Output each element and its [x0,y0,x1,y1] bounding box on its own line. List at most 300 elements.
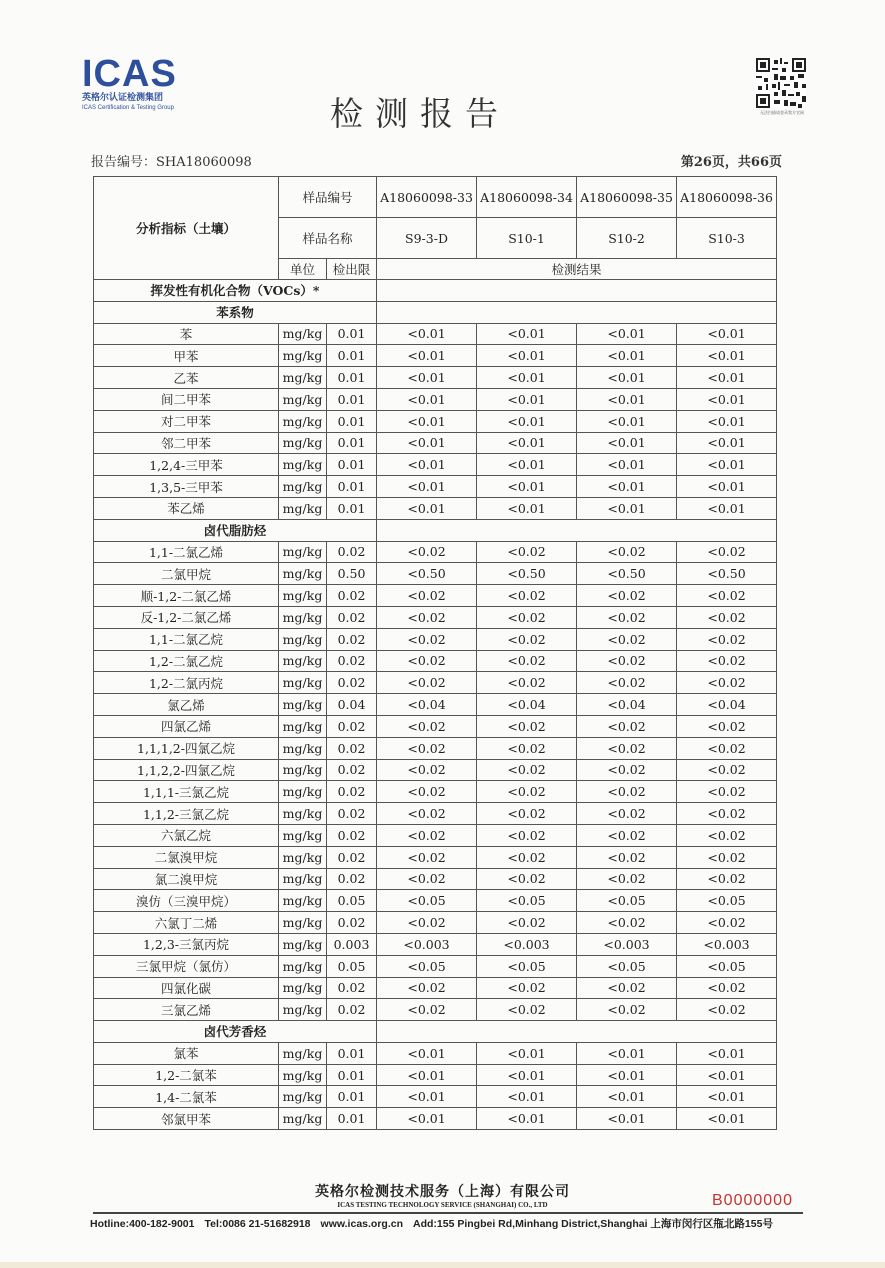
result-cell: <0.01 [577,1042,677,1064]
table-row [94,694,777,716]
result-cell: <0.01 [377,1086,477,1108]
result-cell: <0.01 [377,345,477,367]
table-row [94,476,777,498]
result-cell: <0.02 [577,628,677,650]
result-cell: <0.02 [377,781,477,803]
analyte-name: 四氯化碳 [94,977,279,999]
group-title: 卤代脂肪烃 [94,519,377,541]
result-cell: <0.05 [577,955,677,977]
unit-cell: mg/kg [279,803,327,825]
result-cell: <0.02 [477,977,577,999]
result-cell: <0.01 [377,388,477,410]
unit-cell: mg/kg [279,672,327,694]
detection-limit-cell: 0.01 [327,367,377,389]
result-cell: <0.02 [577,585,677,607]
table-row [94,1042,777,1064]
sample-name: S9-3-D [377,218,477,259]
analyte-name: 三氯甲烷（氯仿） [94,955,279,977]
website-link[interactable]: www.icas.org.cn [320,1218,403,1230]
result-cell: <0.02 [677,606,777,628]
table-row [94,432,777,454]
detection-limit-cell: 0.02 [327,781,377,803]
result-cell: <0.02 [677,803,777,825]
unit-cell: mg/kg [279,999,327,1021]
analyte-name: 1,2-二氯丙烷 [94,672,279,694]
result-cell: <0.003 [377,933,477,955]
result-cell: <0.02 [477,541,577,563]
result-cell: <0.01 [677,1086,777,1108]
result-cell: <0.01 [677,432,777,454]
result-cell: <0.02 [577,781,677,803]
result-cell: <0.003 [477,933,577,955]
result-cell: <0.01 [477,1108,577,1130]
result-cell: <0.01 [577,1064,677,1086]
table-row [94,323,777,345]
detection-limit-cell: 0.02 [327,628,377,650]
unit-cell: mg/kg [279,345,327,367]
detection-limit-cell: 0.01 [327,410,377,432]
report-number-label: 报告编号： [91,155,157,170]
sample-name: S10-3 [677,218,777,259]
analyte-name: 氯二溴甲烷 [94,868,279,890]
detection-limit-cell: 0.01 [327,388,377,410]
group-title: 卤代芳香烃 [94,1021,377,1043]
sample-no: A18060098-35 [577,177,677,218]
result-cell: <0.02 [577,803,677,825]
result-cell: <0.01 [377,497,477,519]
table-row [94,650,777,672]
unit-cell: mg/kg [279,606,327,628]
result-cell: <0.02 [577,824,677,846]
result-cell: <0.02 [577,912,677,934]
detection-limit-cell: 0.01 [327,476,377,498]
unit-cell: mg/kg [279,824,327,846]
table-row [94,868,777,890]
result-cell: <0.02 [477,628,577,650]
analyte-name: 1,2,3-三氯丙烷 [94,933,279,955]
table-row [94,672,777,694]
unit-cell: mg/kg [279,737,327,759]
group-row [94,519,777,541]
analyte-name: 1,3,5-三甲苯 [94,476,279,498]
sample-name-label: 样品名称 [279,218,377,259]
results-table [93,176,777,1130]
analyte-name: 1,2,4-三甲苯 [94,454,279,476]
analyte-name: 甲苯 [94,345,279,367]
unit-cell: mg/kg [279,410,327,432]
unit-cell: mg/kg [279,323,327,345]
result-cell: <0.02 [477,824,577,846]
result-cell: <0.04 [477,694,577,716]
result-cell: <0.01 [577,497,677,519]
result-cell: <0.02 [577,715,677,737]
table-row [94,454,777,476]
logo-chinese-name: 英格尔认证检测集团 [82,93,164,103]
unit-cell: mg/kg [279,650,327,672]
analyte-name: 二氯溴甲烷 [94,846,279,868]
detection-limit-cell: 0.01 [327,1064,377,1086]
result-cell: <0.01 [677,345,777,367]
result-cell: <0.02 [677,650,777,672]
detection-limit-cell: 0.02 [327,824,377,846]
result-cell: <0.02 [677,912,777,934]
table-row [94,541,777,563]
unit-header: 单位 [279,259,327,280]
result-cell: <0.01 [477,1086,577,1108]
result-cell: <0.02 [477,912,577,934]
result-cell: <0.02 [677,585,777,607]
result-cell: <0.01 [477,1064,577,1086]
empty-cell [377,1021,777,1043]
unit-cell: mg/kg [279,955,327,977]
unit-cell: mg/kg [279,759,327,781]
table-row [94,585,777,607]
analyte-name: 氯乙烯 [94,694,279,716]
analyte-name: 六氯乙烷 [94,824,279,846]
main-section-title: 挥发性有机化合物（VOCs）* [94,280,377,302]
detection-limit-cell: 0.02 [327,650,377,672]
result-cell: <0.01 [677,1108,777,1130]
table-row [94,1108,777,1130]
result-cell: <0.02 [577,606,677,628]
address: Add:155 Pingbei Rd,Minhang District,Shanghai 上海市闵行区甁北路155号 [413,1218,773,1230]
result-cell: <0.01 [677,367,777,389]
result-cell: <0.01 [477,367,577,389]
detection-limit-cell: 0.02 [327,715,377,737]
unit-cell: mg/kg [279,563,327,585]
result-cell: <0.05 [477,890,577,912]
detection-limit-cell: 0.02 [327,737,377,759]
result-cell: <0.02 [677,846,777,868]
logo-english-name: ICAS Certification & Testing Group [82,105,174,111]
table-row [94,912,777,934]
table-row [94,955,777,977]
analyte-name: 邻氯甲苯 [94,1108,279,1130]
result-cell: <0.50 [577,563,677,585]
sample-name: S10-1 [477,218,577,259]
qr-caption: 无法扫描请登录我方官网 [760,110,804,115]
unit-cell: mg/kg [279,846,327,868]
result-cell: <0.02 [377,846,477,868]
detection-limit-cell: 0.01 [327,1042,377,1064]
result-cell: <0.003 [677,933,777,955]
detection-limit-cell: 0.02 [327,541,377,563]
result-cell: <0.02 [477,650,577,672]
table-row [94,803,777,825]
result-cell: <0.02 [677,824,777,846]
result-cell: <0.01 [477,388,577,410]
result-cell: <0.01 [577,476,677,498]
result-cell: <0.003 [577,933,677,955]
result-cell: <0.02 [477,585,577,607]
result-cell: <0.01 [377,432,477,454]
result-cell: <0.01 [477,454,577,476]
empty-cell [377,519,777,541]
unit-cell: mg/kg [279,497,327,519]
unit-cell: mg/kg [279,476,327,498]
serial-number: B0000000 [712,1192,793,1209]
analyte-name: 溴仿（三溴甲烷） [94,890,279,912]
analyte-name: 1,1-二氯乙烷 [94,628,279,650]
result-cell: <0.01 [377,323,477,345]
analyte-name: 1,1,2-三氯乙烷 [94,803,279,825]
sample-name: S10-2 [577,218,677,259]
bottom-band [0,1262,885,1268]
result-cell: <0.02 [677,781,777,803]
result-cell: <0.01 [477,497,577,519]
header-row-sample-no [94,177,777,218]
table-row [94,1064,777,1086]
detection-limit-cell: 0.04 [327,694,377,716]
unit-cell: mg/kg [279,367,327,389]
result-cell: <0.02 [577,759,677,781]
result-cell: <0.50 [677,563,777,585]
table-row [94,388,777,410]
unit-cell: mg/kg [279,1108,327,1130]
analyte-name: 苯 [94,323,279,345]
result-cell: <0.01 [577,388,677,410]
detection-limit-cell: 0.02 [327,759,377,781]
table-row [94,563,777,585]
result-cell: <0.01 [677,410,777,432]
unit-cell: mg/kg [279,694,327,716]
table-row [94,737,777,759]
result-cell: <0.50 [477,563,577,585]
result-cell: <0.05 [677,890,777,912]
table-row [94,890,777,912]
result-cell: <0.02 [477,715,577,737]
sample-no: A18060098-34 [477,177,577,218]
analyte-name: 六氯丁二烯 [94,912,279,934]
telephone: Tel:0086 21-51682918 [204,1218,311,1230]
table-row [94,999,777,1021]
table-row [94,781,777,803]
sample-no: A18060098-33 [377,177,477,218]
report-number-value: SHA18060098 [156,155,252,170]
result-cell: <0.01 [477,476,577,498]
empty-cell [377,280,777,302]
result-cell: <0.01 [377,367,477,389]
section-row [94,280,777,302]
result-cell: <0.02 [677,977,777,999]
table-row [94,759,777,781]
analyte-name: 顺-1,2-二氯乙烯 [94,585,279,607]
analyte-name: 二氯甲烷 [94,563,279,585]
detection-limit-cell: 0.02 [327,846,377,868]
analyte-name: 间二甲苯 [94,388,279,410]
group-row [94,301,777,323]
result-cell: <0.01 [377,1108,477,1130]
result-cell: <0.02 [677,541,777,563]
result-cell: <0.02 [577,672,677,694]
analyte-name: 1,4-二氯苯 [94,1086,279,1108]
unit-cell: mg/kg [279,541,327,563]
sample-no: A18060098-36 [677,177,777,218]
empty-cell [377,301,777,323]
result-cell: <0.50 [377,563,477,585]
result-cell: <0.02 [477,759,577,781]
detection-limit-cell: 0.02 [327,803,377,825]
result-cell: <0.02 [377,628,477,650]
analyte-name: 邻二甲苯 [94,432,279,454]
result-header: 检测结果 [377,259,777,280]
result-cell: <0.02 [477,737,577,759]
table-row [94,933,777,955]
result-cell: <0.02 [377,585,477,607]
unit-cell: mg/kg [279,585,327,607]
result-cell: <0.02 [577,999,677,1021]
table-row [94,977,777,999]
result-cell: <0.01 [577,410,677,432]
analyte-name: 1,2-二氯乙烷 [94,650,279,672]
analyte-name: 氯苯 [94,1042,279,1064]
table-row [94,345,777,367]
detection-limit-cell: 0.02 [327,912,377,934]
result-cell: <0.02 [377,541,477,563]
detection-limit-cell: 0.01 [327,1086,377,1108]
result-cell: <0.02 [677,715,777,737]
analyte-name: 1,1,1,2-四氯乙烷 [94,737,279,759]
result-cell: <0.01 [477,1042,577,1064]
result-cell: <0.02 [377,999,477,1021]
result-cell: <0.02 [477,781,577,803]
analyte-name: 1,1,2,2-四氯乙烷 [94,759,279,781]
result-cell: <0.01 [677,476,777,498]
unit-cell: mg/kg [279,1086,327,1108]
result-cell: <0.02 [377,715,477,737]
unit-cell: mg/kg [279,868,327,890]
result-cell: <0.05 [577,890,677,912]
analyte-name: 三氯乙烯 [94,999,279,1021]
detection-limit-cell: 0.02 [327,999,377,1021]
analyte-name: 1,2-二氯苯 [94,1064,279,1086]
report-title: 检测报告 [330,94,510,133]
table-row [94,846,777,868]
detection-limit-cell: 0.50 [327,563,377,585]
result-cell: <0.02 [677,737,777,759]
result-cell: <0.01 [577,1086,677,1108]
sample-no-label: 样品编号 [279,177,377,218]
result-cell: <0.01 [577,345,677,367]
unit-cell: mg/kg [279,912,327,934]
detection-limit-cell: 0.02 [327,606,377,628]
detection-limit-cell: 0.05 [327,890,377,912]
page-info: 第26页，共66页 [680,155,782,170]
detection-limit-cell: 0.02 [327,977,377,999]
report-number [91,151,252,170]
table-row [94,367,777,389]
result-cell: <0.04 [577,694,677,716]
result-cell: <0.02 [477,999,577,1021]
result-cell: <0.02 [377,737,477,759]
table-row [94,715,777,737]
logo-mark: ICAS [82,53,177,95]
analyte-name: 苯乙烯 [94,497,279,519]
result-cell: <0.01 [477,323,577,345]
result-cell: <0.05 [377,890,477,912]
unit-cell: mg/kg [279,454,327,476]
analysis-index-header: 分析指标（土壤） [94,177,279,280]
result-cell: <0.02 [377,650,477,672]
detection-limit-cell: 0.02 [327,585,377,607]
table-row [94,1086,777,1108]
result-cell: <0.01 [477,410,577,432]
detection-limit-cell: 0.05 [327,955,377,977]
detection-limit-cell: 0.01 [327,323,377,345]
result-cell: <0.04 [377,694,477,716]
result-cell: <0.01 [377,454,477,476]
unit-cell: mg/kg [279,388,327,410]
result-cell: <0.02 [477,606,577,628]
unit-cell: mg/kg [279,1064,327,1086]
result-cell: <0.01 [677,323,777,345]
table-row [94,824,777,846]
analyte-name: 乙苯 [94,367,279,389]
result-cell: <0.02 [377,868,477,890]
result-cell: <0.05 [477,955,577,977]
result-cell: <0.02 [377,824,477,846]
table-row [94,628,777,650]
detection-limit-cell: 0.003 [327,933,377,955]
result-cell: <0.02 [577,846,677,868]
detection-limit-cell: 0.02 [327,868,377,890]
result-cell: <0.02 [577,650,677,672]
result-cell: <0.02 [377,803,477,825]
result-cell: <0.01 [677,497,777,519]
result-cell: <0.02 [677,628,777,650]
result-cell: <0.02 [577,737,677,759]
result-cell: <0.01 [377,410,477,432]
group-row [94,1021,777,1043]
analyte-name: 1,1-二氯乙烯 [94,541,279,563]
hotline: Hotline:400-182-9001 [90,1218,195,1230]
result-cell: <0.02 [477,846,577,868]
result-cell: <0.01 [377,1064,477,1086]
result-cell: <0.01 [377,476,477,498]
analyte-name: 对二甲苯 [94,410,279,432]
result-cell: <0.02 [577,541,677,563]
result-cell: <0.02 [477,803,577,825]
company-logo [82,55,194,112]
result-cell: <0.01 [577,323,677,345]
result-cell: <0.02 [677,868,777,890]
limit-header: 检出限 [327,259,377,280]
result-cell: <0.02 [377,606,477,628]
unit-cell: mg/kg [279,977,327,999]
unit-cell: mg/kg [279,715,327,737]
analyte-name: 四氯乙烯 [94,715,279,737]
table-row [94,606,777,628]
result-cell: <0.01 [477,432,577,454]
result-cell: <0.01 [577,367,677,389]
unit-cell: mg/kg [279,1042,327,1064]
group-title: 苯系物 [94,301,377,323]
result-cell: <0.01 [577,432,677,454]
detection-limit-cell: 0.01 [327,1108,377,1130]
result-cell: <0.02 [477,868,577,890]
table-row [94,410,777,432]
detection-limit-cell: 0.01 [327,345,377,367]
unit-cell: mg/kg [279,933,327,955]
footer-divider [93,1212,803,1214]
qr-code-icon [756,58,806,108]
result-cell: <0.01 [677,388,777,410]
result-cell: <0.02 [677,999,777,1021]
detection-limit-cell: 0.02 [327,672,377,694]
detection-limit-cell: 0.01 [327,454,377,476]
result-cell: <0.02 [577,977,677,999]
result-cell: <0.04 [677,694,777,716]
